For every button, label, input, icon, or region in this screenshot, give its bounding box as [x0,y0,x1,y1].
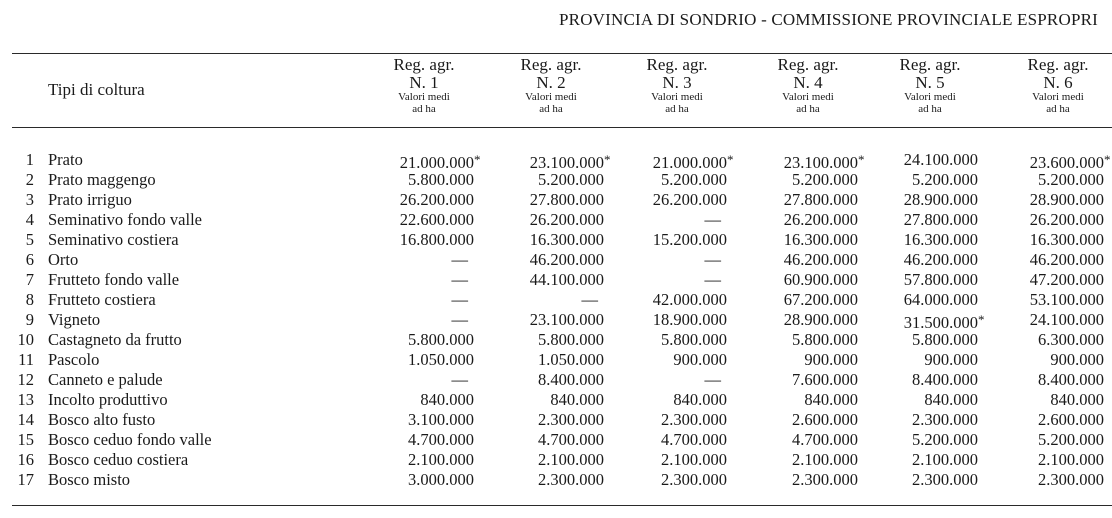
value-text: 16.300.000 [903,230,978,249]
value-text: 2.100.000 [408,450,474,469]
column-header-line2: N. 3 [662,73,692,92]
value-cell-reg-3 [607,170,727,190]
column-header-line2: N. 4 [793,73,823,92]
value-text: 2.600.000 [792,410,858,429]
value-text: 31.500.000 [903,313,978,332]
value-text: 16.300.000 [1029,230,1104,249]
value-cell-reg-2 [484,470,604,490]
value-text: 2.300.000 [1038,470,1104,489]
value-cell-reg-6 [984,330,1104,350]
row-number: 12 [17,370,34,389]
value-text: 47.200.000 [1029,270,1104,289]
value-text: 2.300.000 [912,410,978,429]
value-text: 24.100.000 [1029,310,1104,329]
value-text: 24.100.000 [903,150,978,169]
value-cell-reg-5 [858,150,978,170]
value-text: 1.050.000 [538,350,604,369]
value-text: 26.200.000 [783,210,858,229]
value-text: 5.800.000 [408,330,474,349]
value-cell-reg-5 [858,410,978,430]
value-cell-reg-2 [478,290,598,310]
column-header-line3: Valori medi [651,91,703,103]
row-number: 15 [17,430,34,449]
value-cell-reg-1 [354,430,474,450]
value-text: 23.100.000 [529,153,604,172]
value-text: 60.900.000 [783,270,858,289]
column-header-line4: ad ha [796,103,820,115]
value-text: 2.300.000 [912,470,978,489]
value-cell-reg-6 [984,210,1104,230]
table-row [0,170,1112,190]
value-cell-reg-1 [354,210,474,230]
value-text: 5.800.000 [538,330,604,349]
value-cell-reg-4 [738,250,858,270]
value-text: 16.800.000 [399,230,474,249]
value-cell-reg-4 [738,290,858,310]
value-cell-reg-6 [984,170,1104,190]
value-text: 4.700.000 [408,430,474,449]
crop-type-name: Incolto produttivo [48,390,168,409]
value-cell-reg-6 [984,250,1104,270]
value-cell-reg-5 [858,430,978,450]
value-text: 5.200.000 [1038,430,1104,449]
column-header-line3: Valori medi [782,91,834,103]
value-text: 840.000 [673,390,727,409]
table-row [0,450,1112,470]
row-number: 14 [17,410,34,429]
value-cell-reg-6 [984,430,1104,450]
table-bottom-rule [12,505,1112,506]
value-cell-reg-3 [601,210,721,230]
value-cell-reg-1 [348,310,468,330]
value-text: 18.900.000 [652,310,727,329]
value-cell-reg-4 [738,230,858,250]
value-cell-reg-5 [858,470,978,490]
value-cell-reg-3 [607,390,727,410]
value-cell-reg-1 [354,470,474,490]
column-header-reg-3 [622,56,732,115]
crop-type-name: Bosco alto fusto [48,410,156,429]
value-cell-reg-3 [607,230,727,250]
value-cell-reg-4 [738,270,858,290]
value-cell-reg-6 [984,230,1104,250]
column-header-line4: ad ha [665,103,689,115]
value-text: 2.300.000 [792,470,858,489]
column-header-reg-6 [1003,56,1112,115]
column-header-line3: Valori medi [525,91,577,103]
value-cell-reg-2 [484,430,604,450]
column-header-line2: N. 1 [409,73,439,92]
value-cell-reg-5 [858,230,978,250]
row-number: 8 [25,290,34,309]
value-cell-reg-3 [607,330,727,350]
crop-type-name: Orto [48,250,79,269]
crop-type-name: Frutteto costiera [48,290,156,309]
value-text: 6.300.000 [1038,330,1104,349]
value-text: 5.200.000 [661,170,727,189]
value-text: 840.000 [1050,390,1104,409]
table-row [0,470,1112,490]
value-cell-reg-1 [348,290,468,310]
column-header-line4: ad ha [412,103,436,115]
value-text: — [451,370,468,389]
value-text: 27.800.000 [783,190,858,209]
value-text: 42.000.000 [652,290,727,309]
value-cell-reg-4 [738,410,858,430]
value-text: 2.100.000 [661,450,727,469]
crop-type-name: Frutteto fondo valle [48,270,180,289]
value-cell-reg-4 [738,450,858,470]
value-cell-reg-4 [738,370,858,390]
value-cell-reg-6 [984,390,1104,410]
value-text: 46.200.000 [1029,250,1104,269]
footnote-asterisk: * [474,152,481,167]
crop-type-name: Seminativo costiera [48,230,179,249]
value-text: 2.300.000 [661,470,727,489]
value-text: 8.400.000 [1038,370,1104,389]
column-header-line4: ad ha [1046,103,1070,115]
table-row [0,250,1112,270]
value-cell-reg-1 [348,370,468,390]
value-text: 46.200.000 [529,250,604,269]
crop-type-name: Castagneto da frutto [48,330,182,349]
value-cell-reg-2 [484,230,604,250]
value-text: 1.050.000 [408,350,474,369]
value-text: 5.200.000 [538,170,604,189]
value-text: — [704,270,721,289]
value-cell-reg-2 [484,190,604,210]
value-cell-reg-6 [984,370,1104,390]
row-header-label: Tipi di coltura [48,80,145,99]
table-row [0,190,1112,210]
value-cell-reg-2 [484,410,604,430]
column-header-line3: Valori medi [904,91,956,103]
value-cell-reg-4 [738,430,858,450]
crop-type-name: Prato maggengo [48,170,156,189]
value-cell-reg-3 [607,430,727,450]
value-text: 2.100.000 [912,450,978,469]
value-text: 7.600.000 [792,370,858,389]
value-cell-reg-4 [738,310,858,330]
value-cell-reg-3 [601,250,721,270]
table-row [0,310,1112,330]
table-row [0,430,1112,450]
column-header-reg-5 [875,56,985,115]
value-cell-reg-2 [484,350,604,370]
crop-type-name: Vigneto [48,310,101,329]
table-body [0,150,1112,490]
value-cell-reg-4 [738,470,858,490]
table-row [0,290,1112,310]
value-text: 8.400.000 [538,370,604,389]
value-text: 2.300.000 [661,410,727,429]
value-cell-reg-3 [607,310,727,330]
value-text: 15.200.000 [652,230,727,249]
value-text: 8.400.000 [912,370,978,389]
value-cell-reg-6 [984,410,1104,430]
table-row [0,410,1112,430]
value-cell-reg-6 [984,470,1104,490]
value-text: 3.100.000 [408,410,474,429]
column-header-line2: N. 2 [536,73,566,92]
crop-type-name: Seminativo fondo valle [48,210,202,229]
value-text: 23.100.000 [783,153,858,172]
column-header-line3: Valori medi [398,91,450,103]
value-text: 2.300.000 [538,410,604,429]
value-text: 5.200.000 [1038,170,1104,189]
value-text: 2.600.000 [1038,410,1104,429]
value-text: 16.300.000 [529,230,604,249]
value-cell-reg-4 [738,390,858,410]
table-row [0,390,1112,410]
footnote-asterisk: * [858,152,865,167]
footnote-asterisk: * [1104,152,1111,167]
column-header-line1: Reg. agr. [899,55,961,74]
value-text: — [581,290,598,309]
value-cell-reg-5 [858,290,978,310]
value-text: 900.000 [804,350,858,369]
value-text: 28.900.000 [783,310,858,329]
value-cell-reg-1 [354,330,474,350]
row-number: 16 [17,450,34,469]
value-cell-reg-2 [484,330,604,350]
footnote-asterisk: * [727,152,734,167]
value-text: 5.200.000 [792,170,858,189]
row-number: 1 [25,150,34,169]
value-cell-reg-3 [607,190,727,210]
table-row [0,270,1112,290]
value-cell-reg-6 [984,290,1104,310]
row-number: 11 [18,350,34,369]
value-cell-reg-4 [738,350,858,370]
value-text: — [451,250,468,269]
value-cell-reg-2 [484,170,604,190]
row-number: 13 [17,390,34,409]
value-text: — [704,370,721,389]
value-cell-reg-6 [984,450,1104,470]
value-text: 26.200.000 [1029,210,1104,229]
footnote-asterisk: * [978,312,985,327]
column-header-line1: Reg. agr. [393,55,455,74]
value-cell-reg-3 [601,370,721,390]
value-text: 2.100.000 [538,450,604,469]
crop-type-name: Bosco ceduo fondo valle [48,430,212,449]
row-number: 10 [17,330,34,349]
crop-type-name: Prato irriguo [48,190,132,209]
value-text: 5.800.000 [792,330,858,349]
value-text: — [451,270,468,289]
value-text: 3.000.000 [408,470,474,489]
value-cell-reg-1 [354,230,474,250]
value-cell-reg-5 [858,390,978,410]
value-cell-reg-3 [601,270,721,290]
row-number: 9 [25,310,34,329]
column-header-line1: Reg. agr. [777,55,839,74]
value-text: — [451,310,468,329]
column-header-line1: Reg. agr. [646,55,708,74]
value-text: 23.100.000 [529,310,604,329]
value-text: 64.000.000 [903,290,978,309]
crop-type-name: Canneto e palude [48,370,163,389]
column-header-line1: Reg. agr. [520,55,582,74]
value-cell-reg-2 [484,210,604,230]
value-cell-reg-4 [738,190,858,210]
value-text: — [704,210,721,229]
value-cell-reg-1 [354,450,474,470]
value-cell-reg-5 [858,270,978,290]
value-cell-reg-4 [738,170,858,190]
value-text: 900.000 [1050,350,1104,369]
value-cell-reg-3 [607,350,727,370]
value-cell-reg-3 [607,450,727,470]
value-text: 4.700.000 [661,430,727,449]
value-text: 2.100.000 [1038,450,1104,469]
value-cell-reg-6 [984,310,1104,330]
value-text: 16.300.000 [783,230,858,249]
value-cell-reg-5 [858,170,978,190]
table-row [0,370,1112,390]
value-text: 26.200.000 [529,210,604,229]
value-cell-reg-4 [738,330,858,350]
value-text: 26.200.000 [399,190,474,209]
row-number: 4 [25,210,34,229]
value-cell-reg-1 [354,350,474,370]
crop-type-name: Bosco misto [48,470,131,489]
value-text: 4.700.000 [792,430,858,449]
column-header-line4: ad ha [918,103,942,115]
column-header-line1: Reg. agr. [1027,55,1089,74]
value-cell-reg-1 [354,170,474,190]
column-header-reg-4 [753,56,863,115]
value-text: 5.800.000 [408,170,474,189]
value-cell-reg-1 [348,250,468,270]
table-row [0,230,1112,250]
value-cell-reg-3 [607,470,727,490]
value-cell-reg-2 [484,250,604,270]
footnote-asterisk: * [604,152,611,167]
value-cell-reg-5 [858,210,978,230]
value-text: 23.600.000 [1029,153,1104,172]
value-text: 57.800.000 [903,270,978,289]
value-cell-reg-5 [858,450,978,470]
value-text: 22.600.000 [399,210,474,229]
value-text: 21.000.000 [399,153,474,172]
table-top-rule [12,53,1112,54]
value-text: 46.200.000 [903,250,978,269]
value-cell-reg-4 [738,210,858,230]
value-text: 840.000 [420,390,474,409]
value-cell-reg-2 [484,310,604,330]
value-cell-reg-5 [858,250,978,270]
row-number: 7 [25,270,34,289]
value-cell-reg-1 [354,410,474,430]
value-text: 5.800.000 [912,330,978,349]
value-cell-reg-1 [354,390,474,410]
value-text: 900.000 [673,350,727,369]
value-text: 2.100.000 [792,450,858,469]
column-header-line2: N. 6 [1043,73,1073,92]
row-number: 3 [25,190,34,209]
value-cell-reg-6 [984,350,1104,370]
value-text: 28.900.000 [1029,190,1104,209]
column-header-line2: N. 5 [915,73,945,92]
value-text: 27.800.000 [529,190,604,209]
table-row [0,350,1112,370]
column-header-reg-2 [496,56,606,115]
value-text: 21.000.000 [652,153,727,172]
value-text: 44.100.000 [529,270,604,289]
column-header-line4: ad ha [539,103,563,115]
value-text: 5.200.000 [912,170,978,189]
value-cell-reg-3 [607,410,727,430]
value-text: 4.700.000 [538,430,604,449]
value-text: — [704,250,721,269]
value-cell-reg-3 [607,290,727,310]
row-number: 2 [25,170,34,189]
row-number: 5 [25,230,34,249]
value-cell-reg-6 [984,190,1104,210]
table-row [0,150,1112,170]
value-cell-reg-6 [984,270,1104,290]
value-cell-reg-2 [484,270,604,290]
value-text: — [451,290,468,309]
value-text: 900.000 [924,350,978,369]
column-header-reg-1 [369,56,479,115]
header-bottom-rule [12,127,1112,128]
value-cell-reg-1 [348,270,468,290]
value-cell-reg-1 [354,190,474,210]
value-cell-reg-2 [484,370,604,390]
crop-type-name: Pascolo [48,350,100,369]
value-cell-reg-5 [858,190,978,210]
column-header-line3: Valori medi [1032,91,1084,103]
value-cell-reg-5 [858,330,978,350]
row-number: 17 [17,470,34,489]
value-text: 840.000 [924,390,978,409]
value-text: 840.000 [550,390,604,409]
value-cell-reg-2 [484,390,604,410]
value-text: 5.800.000 [661,330,727,349]
value-cell-reg-5 [858,370,978,390]
value-text: 5.200.000 [912,430,978,449]
value-text: 28.900.000 [903,190,978,209]
value-text: 26.200.000 [652,190,727,209]
value-text: 46.200.000 [783,250,858,269]
value-text: 2.300.000 [538,470,604,489]
page-title: PROVINCIA DI SONDRIO - COMMISSIONE PROVINCIALE ESPROPRI [559,10,1098,29]
value-text: 67.200.000 [783,290,858,309]
value-text: 27.800.000 [903,210,978,229]
table-row [0,210,1112,230]
table-row [0,330,1112,350]
row-number: 6 [25,250,34,269]
value-text: 840.000 [804,390,858,409]
value-cell-reg-5 [858,350,978,370]
crop-type-name: Prato [48,150,83,169]
value-cell-reg-2 [484,450,604,470]
value-text: 53.100.000 [1029,290,1104,309]
crop-type-name: Bosco ceduo costiera [48,450,189,469]
